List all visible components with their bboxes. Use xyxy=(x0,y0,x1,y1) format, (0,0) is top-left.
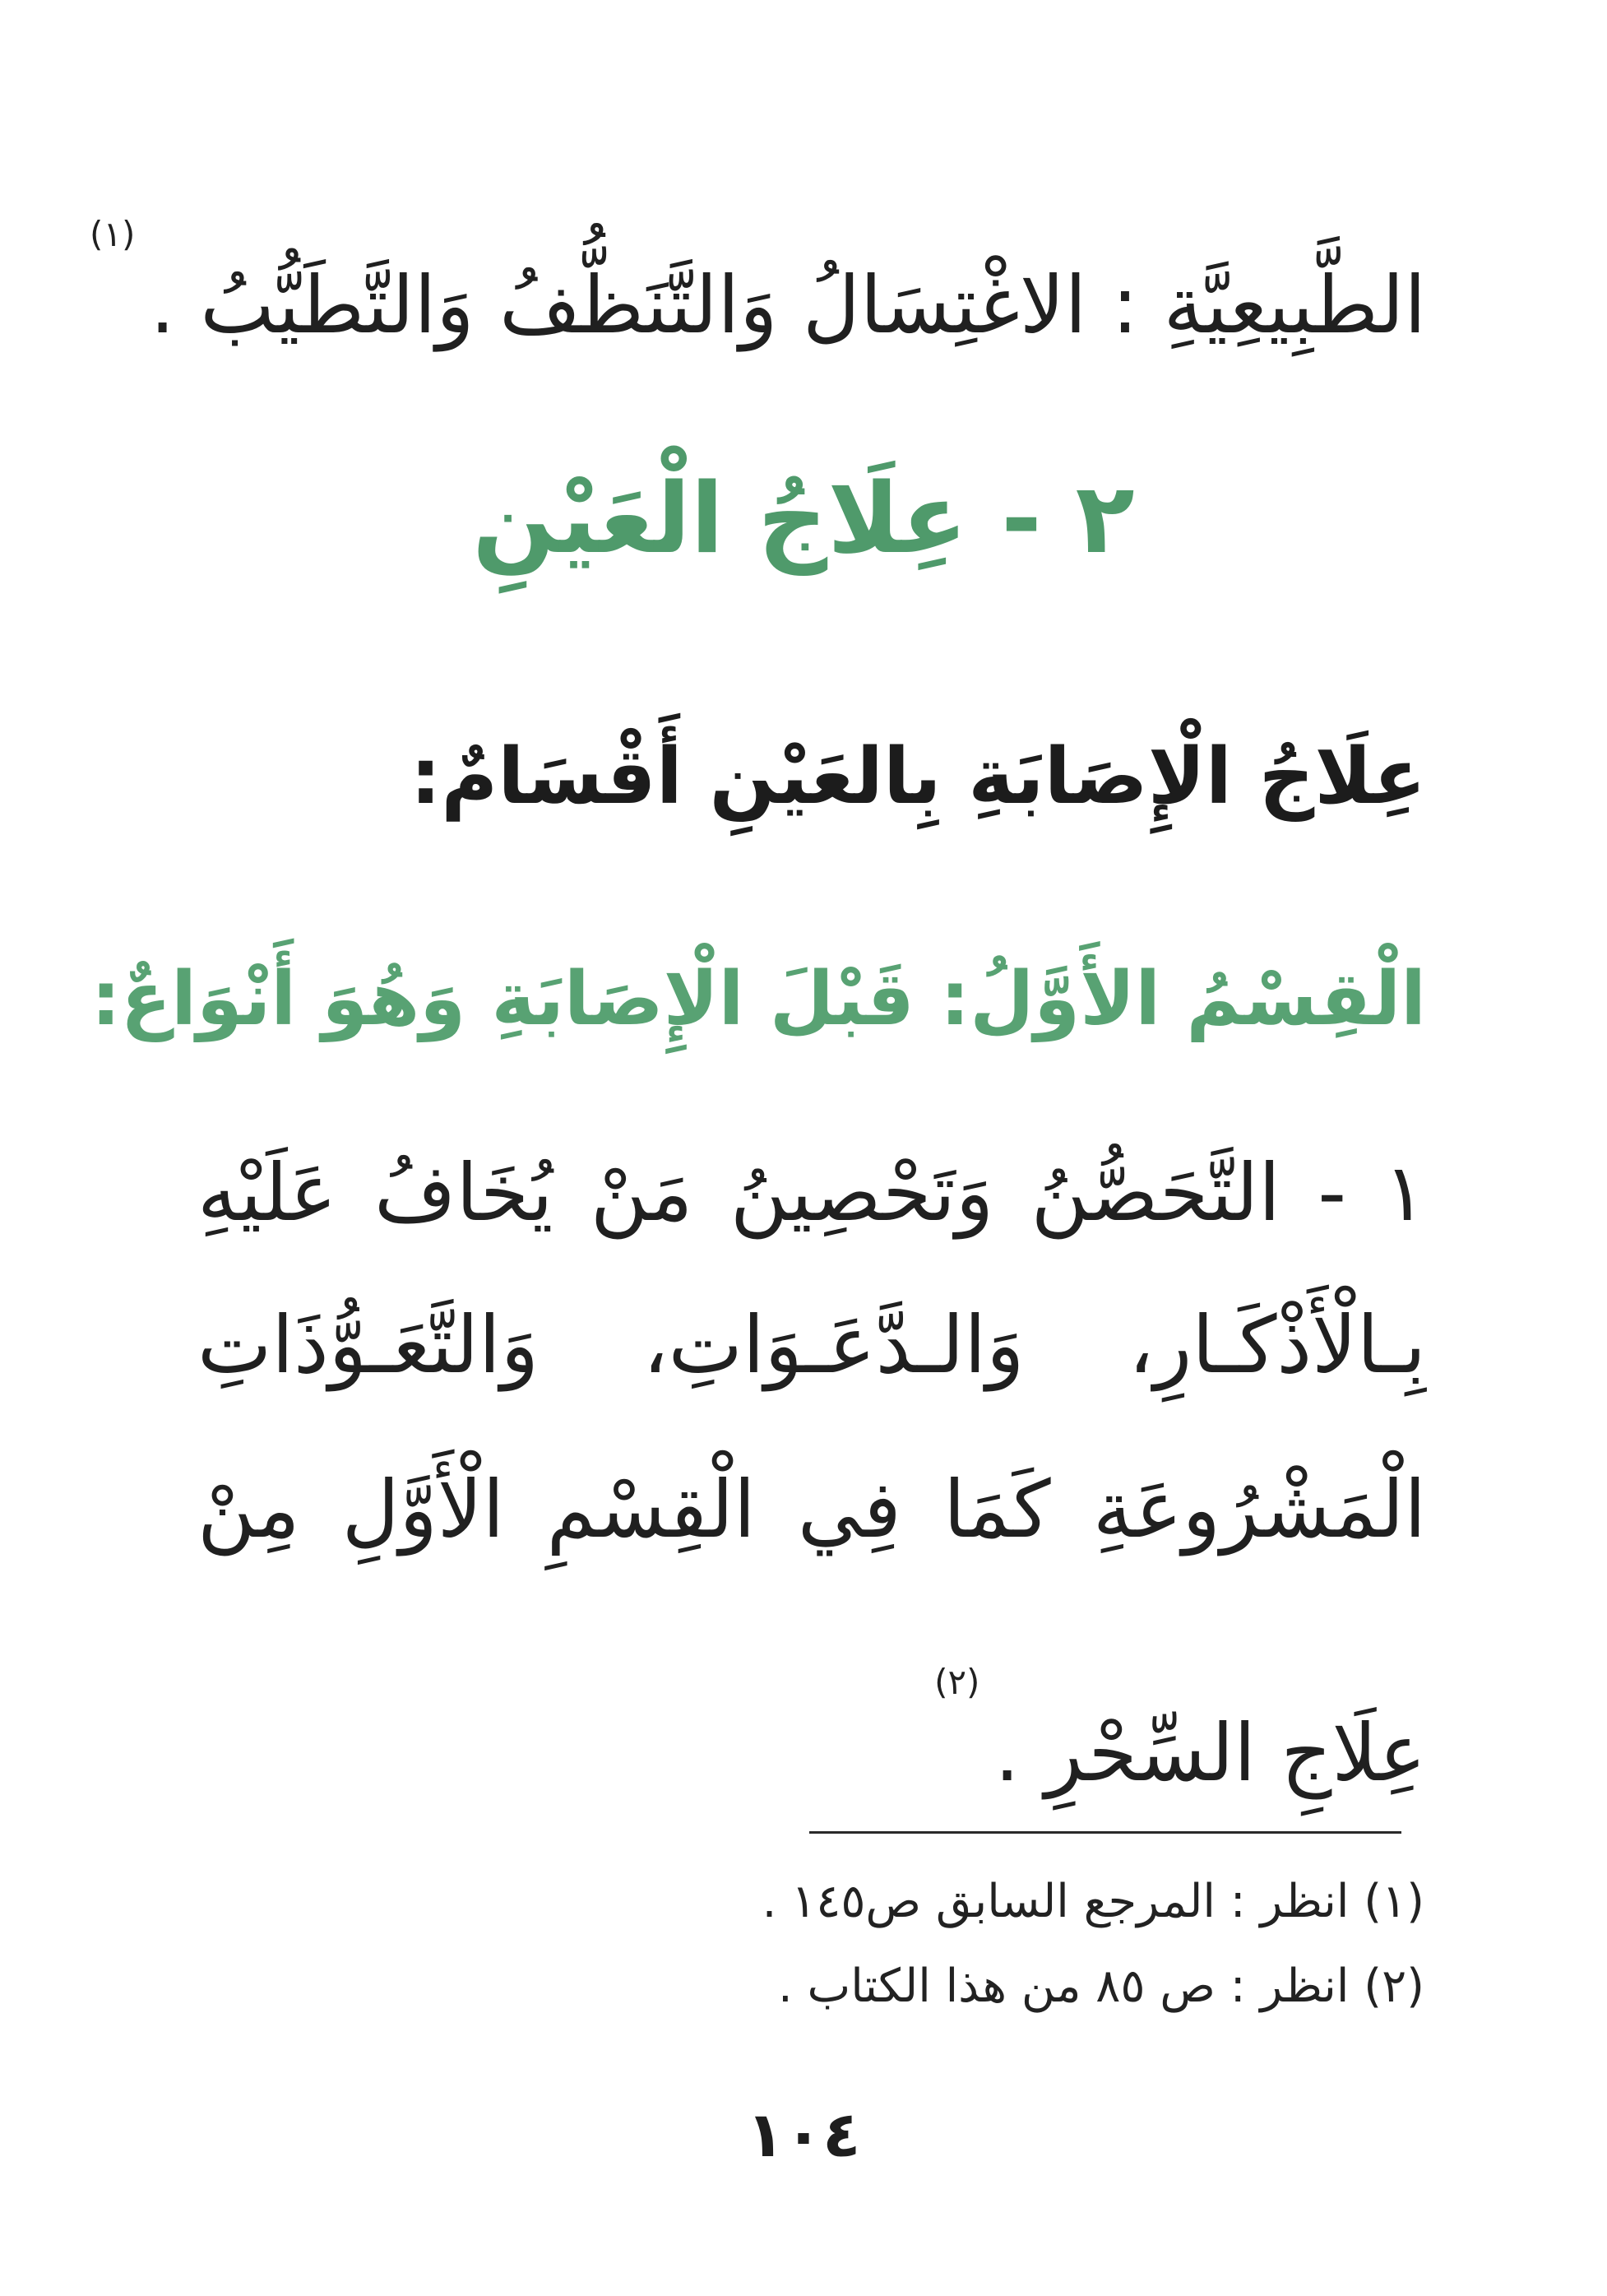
subheading: عِلَاجُ الْإِصَابَةِ بِالعَيْنِ أَقْسَامٌ: xyxy=(410,732,1426,822)
top-continuation-line xyxy=(90,173,1426,367)
section-heading: الْقِسْمُ الأَوَّلُ: قَبْلَ الْإِصَابَةِ وَهُوَ أَنْوَاعٌ: xyxy=(90,956,1426,1042)
footnote-ref-2: (٢) xyxy=(934,1662,980,1702)
paragraph-line-4 xyxy=(197,1621,1426,1815)
chapter-title: ٢ - عِلَاجُ الْعَيْنِ xyxy=(472,462,1135,575)
footnote-2: (٢) انظر : ص ٨٥ من هذا الكتاب . xyxy=(777,1960,1424,2013)
paragraph-line-4-text: عِلَاجِ السِّحْرِ . xyxy=(994,1707,1426,1799)
footnote-1: (١) انظر : المرجع السابق ص١٤٥ . xyxy=(762,1875,1424,1928)
footnote-separator xyxy=(809,1831,1401,1834)
top-line-text: الطَّبِيعِيَّةِ : الاغْتِسَالُ وَالتَّنَظُّفُ وَالتَّطَيُّبُ . xyxy=(150,259,1426,351)
paragraph-line-3: الْمَشْرُوعَةِ كَمَا فِي الْقِسْمِ الْأَوَّلِ مِنْ xyxy=(197,1463,1426,1556)
page-number: ١٠٤ xyxy=(746,2098,861,2171)
paragraph-line-1: ١ - التَّحَصُّنُ وَتَحْصِينُ مَنْ يُخَافُ عَلَيْهِ xyxy=(197,1147,1426,1239)
footnote-ref-1: (١) xyxy=(90,214,136,254)
paragraph-line-2: بِـالْأَذْكَـارِ، وَالـدَّعَـوَاتِ، وَالتَّعَـوُّذَاتِ xyxy=(197,1299,1426,1391)
